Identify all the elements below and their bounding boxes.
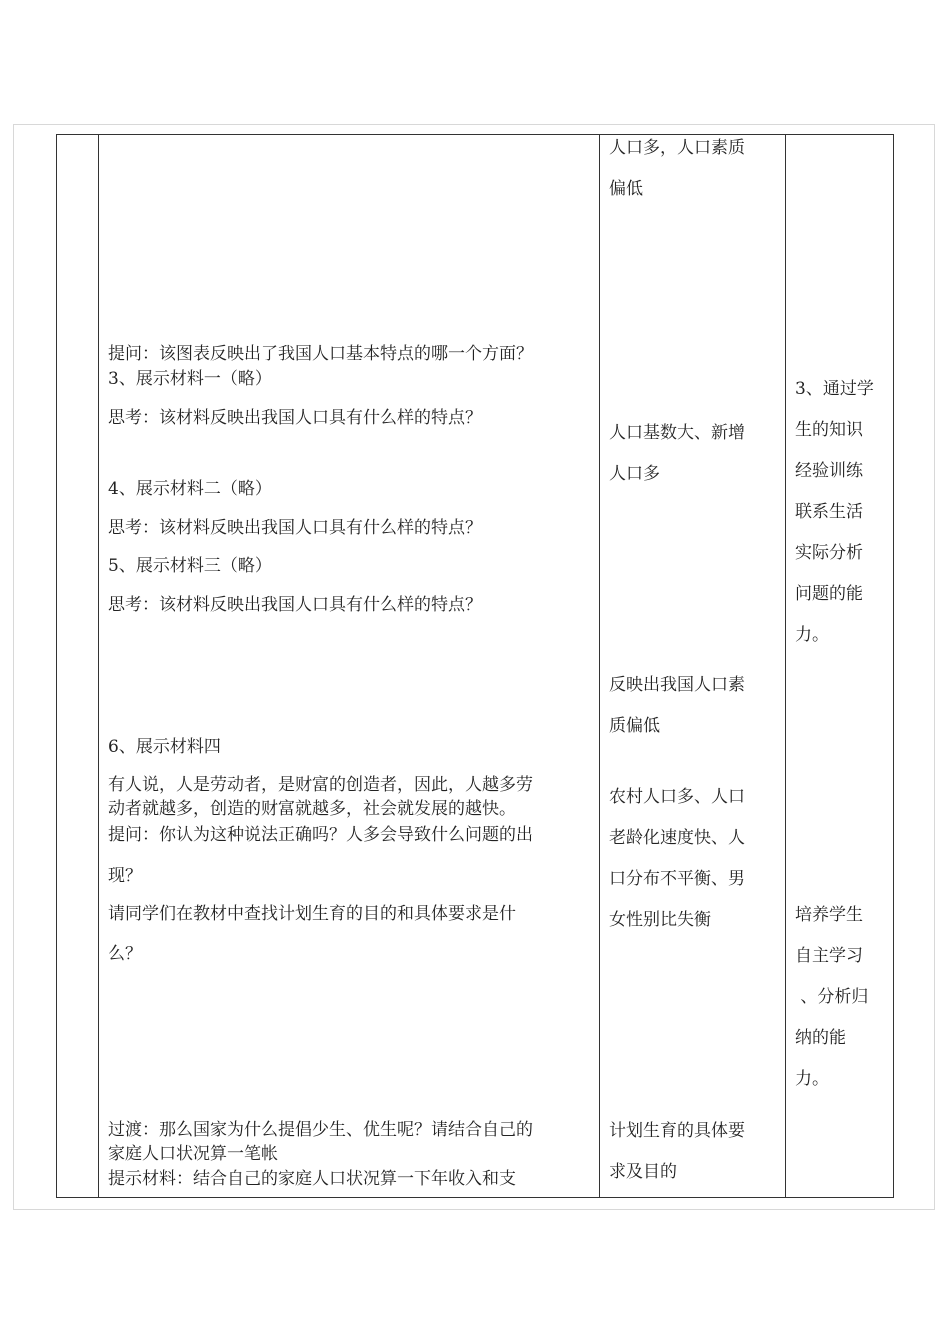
goal-1-line: 力。 xyxy=(795,625,829,645)
answer-4-line: 农村人口多、人口 xyxy=(609,787,745,807)
material-1: 3、展示材料一（略） xyxy=(108,369,272,389)
material-2: 4、展示材料二（略） xyxy=(108,479,272,499)
answer-1-line: 人口多，人口素质 xyxy=(609,138,745,158)
hint-material: 提示材料：结合自己的家庭人口状况算一下年收入和支 xyxy=(108,1169,516,1189)
answer-1 xyxy=(609,128,779,210)
answer-2-line: 人口多 xyxy=(609,464,660,484)
material-4: 6、展示材料四 xyxy=(108,737,221,757)
answer-4-line: 老龄化速度快、人 xyxy=(609,828,745,848)
request-line-1: 请同学们在教材中查找计划生育的目的和具体要求是什 xyxy=(108,904,516,924)
material-3: 5、展示材料三（略） xyxy=(108,556,272,576)
column-divider-2 xyxy=(599,134,600,1198)
answer-2 xyxy=(609,413,779,495)
column-divider-1 xyxy=(98,134,99,1198)
question-line-1: 提问：你认为这种说法正确吗？人多会导致什么问题的出 xyxy=(108,825,533,845)
goal-1-line: 3、通过学 xyxy=(795,379,874,399)
goal-1 xyxy=(795,369,887,656)
goal-2-line: 培养学生 xyxy=(795,905,863,925)
goal-1-line: 经验训练 xyxy=(795,461,863,481)
question-line-2: 现？ xyxy=(108,866,142,886)
think-2: 思考：该材料反映出我国人口具有什么样的特点？ xyxy=(108,518,482,538)
think-1: 思考：该材料反映出我国人口具有什么样的特点？ xyxy=(108,408,482,428)
goal-2 xyxy=(795,895,887,1100)
column-divider-3 xyxy=(785,134,786,1198)
goal-1-line: 生的知识 xyxy=(795,420,863,440)
goal-2-line: 纳的能 xyxy=(795,1028,846,1048)
request-line-2: 么？ xyxy=(108,944,142,964)
answer-4-line: 口分布不平衡、男 xyxy=(609,869,745,889)
answer-3-line: 反映出我国人口素 xyxy=(609,675,745,695)
goal-2-line: 、分析归 xyxy=(795,987,869,1007)
think-3: 思考：该材料反映出我国人口具有什么样的特点？ xyxy=(108,595,482,615)
answer-5-line: 计划生育的具体要 xyxy=(609,1121,745,1141)
goal-1-line: 联系生活 xyxy=(795,502,863,522)
answer-5-line: 求及目的 xyxy=(609,1162,677,1182)
statement-line-2: 动者就越多，创造的财富就越多，社会就发展的越快。 xyxy=(108,799,516,819)
question-chart: 提问：该图表反映出了我国人口基本特点的哪一个方面？ xyxy=(108,344,533,364)
answer-1-line: 偏低 xyxy=(609,179,643,199)
answer-4-line: 女性别比失衡 xyxy=(609,910,711,930)
transition-line-2: 家庭人口状况算一笔帐 xyxy=(108,1144,278,1164)
goal-1-line: 实际分析 xyxy=(795,543,863,563)
transition-line-1: 过渡：那么国家为什么提倡少生、优生呢？请结合自己的 xyxy=(108,1120,533,1140)
answer-3-line: 质偏低 xyxy=(609,716,660,736)
answer-4 xyxy=(609,777,779,941)
answer-5 xyxy=(609,1111,779,1193)
goal-2-line: 自主学习 xyxy=(795,946,863,966)
answer-3 xyxy=(609,665,779,747)
goal-1-line: 问题的能 xyxy=(795,584,863,604)
goal-2-line: 力。 xyxy=(795,1069,829,1089)
statement-line-1: 有人说，人是劳动者，是财富的创造者，因此，人越多劳 xyxy=(108,775,533,795)
answer-2-line: 人口基数大、新增 xyxy=(609,423,745,443)
